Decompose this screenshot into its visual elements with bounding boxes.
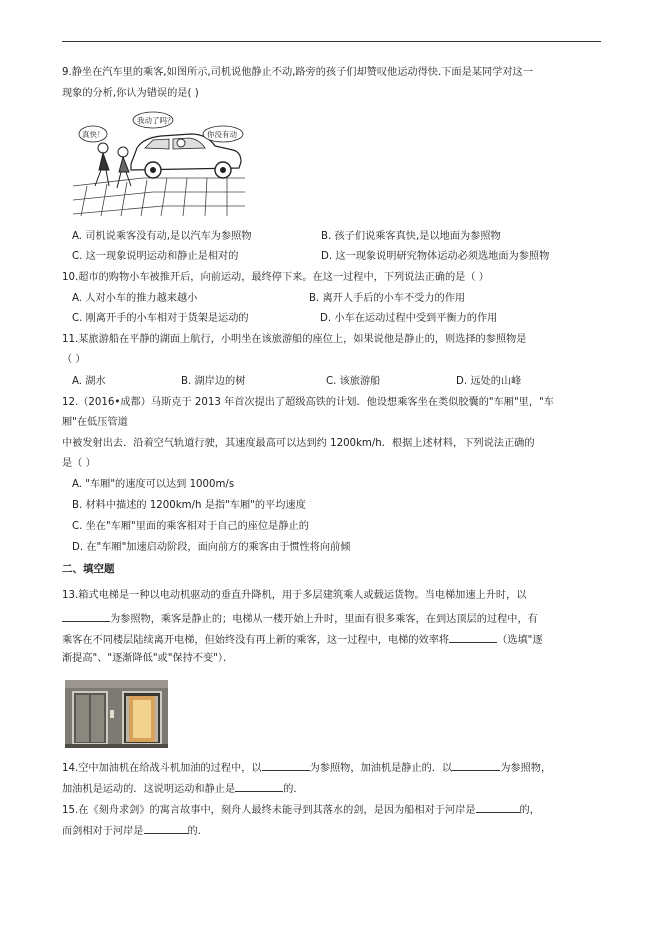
q13-figure-elevator [65,680,168,748]
q11-stem-line2: （ ） [62,354,86,365]
q15-blank-2[interactable] [144,822,188,834]
q13-line2: 为参照物，乘客是静止的；电梯从一楼开始上升时，里面有很多乘客，在到达顶层的过程中，有 [62,610,538,627]
q12-option-a: A. "车厢"的速度可以达到 1000m/s [72,479,235,490]
q11-option-a: A. 湖水 [72,376,106,387]
q9-option-d: D. 这一现象说明研究物体运动必须选地面为参照物 [321,251,550,262]
q13-line1: 13.箱式电梯是一种以电动机驱动的垂直升降机，用于多层建筑乘人或载运货物。当电梯加速上升时，以 [62,590,527,601]
q13-line3: 乘客在不同楼层陆续离开电梯，但始终没有再上新的乘客，这一过程中，电梯的效率将 （选填"逐 [62,631,543,648]
section-heading-fill-in: 二、填空题 [62,563,115,575]
q12-option-c: C. 坐在"车厢"里面的乘客相对于自己的座位是静止的 [72,521,309,532]
header-rule [62,41,601,42]
q10-option-b: B. 离开人手后的小车不受力的作用 [309,293,466,304]
q15-line1: 15.在《刻舟求剑》的寓言故事中，刻舟人最终未能寻到其落水的剑，是因为船相对于河岸是 的， [62,801,540,818]
q10-option-a: A. 人对小车的推力越来越小 [72,293,198,304]
bubble-driver: 你没有动 [207,130,237,139]
q9-stem-line1: 9.静坐在汽车里的乘客,如图所示,司机说他静止不动,路旁的孩子们却赞叹他运动得快.下面是某同学对这一 [62,67,533,78]
q14-line2: 加油机是运动的．这说明运动和静止是 的． [62,780,304,797]
q10-stem: 10.超市的购物小车被推开后，向前运动，最终停下来。在这一过程中，下列说法正确的是（ ） [62,272,489,283]
q11-option-d: D. 远处的山峰 [456,376,522,387]
q12-option-b: B. 材料中描述的 1200km/h 是指"车厢"的平均速度 [72,500,306,511]
q13-line4: 渐提高"、"逐渐降低"或"保持不变"）． [62,653,234,664]
q14-blank-3[interactable] [235,780,283,792]
q10-option-d: D. 小车在运动过程中受到平衡力的作用 [320,313,498,324]
q15-line2: 而剑相对于河岸是 的. [62,822,201,839]
q12-stem-line4: 是（ ） [62,458,96,469]
q9-option-b: B. 孩子们说乘客真快,是以地面为参照物 [321,231,501,242]
q13-blank-2[interactable] [449,631,497,643]
q14-blank-1[interactable] [262,759,310,771]
q9-stem-line2: 现象的分析,你认为错误的是( ) [62,88,199,99]
q12-stem-line3: 中被发射出去．沿着空气轨道行驶，其速度最高可以达到约 1200km/h．根据上述材料，下列说法正确的 [62,438,535,449]
q12-stem-line2: 厢"在低压管道 [62,417,128,428]
q14-line1: 14.空中加油机在给战斗机加油的过程中，以 为参照物，加油机是静止的．以 为参照物， [62,759,551,776]
q11-option-c: C. 该旅游船 [326,376,381,387]
q15-blank-1[interactable] [476,801,520,813]
q12-option-d: D. 在"车厢"加速启动阶段，面向前方的乘客由于惯性将向前倾 [72,542,351,553]
q9-option-c: C. 这一现象说明运动和静止是相对的 [72,251,239,262]
q11-option-b: B. 湖岸边的树 [181,376,246,387]
q13-blank-1[interactable] [62,610,110,622]
bubble-passenger: 我动了吗？ [137,116,175,125]
q9-figure-car-kids [73,108,245,218]
q14-blank-2[interactable] [452,759,500,771]
q9-option-a: A. 司机说乘客没有动,是以汽车为参照物 [72,231,252,242]
q10-option-c: C. 刚离开手的小车相对于货架是运动的 [72,313,249,324]
q12-stem-line1: 12.（2016•成都）马斯克于 2013 年首次提出了超级高铁的计划．他设想乘客坐在类似胶囊的"车厢"里，"车 [62,397,554,408]
q11-stem-line1: 11.某旅游船在平静的湖面上航行，小明坐在该旅游船的座位上，如果说他是静止的，则选择的参照物是 [62,334,527,345]
bubble-kid: 真快！ [82,130,105,139]
